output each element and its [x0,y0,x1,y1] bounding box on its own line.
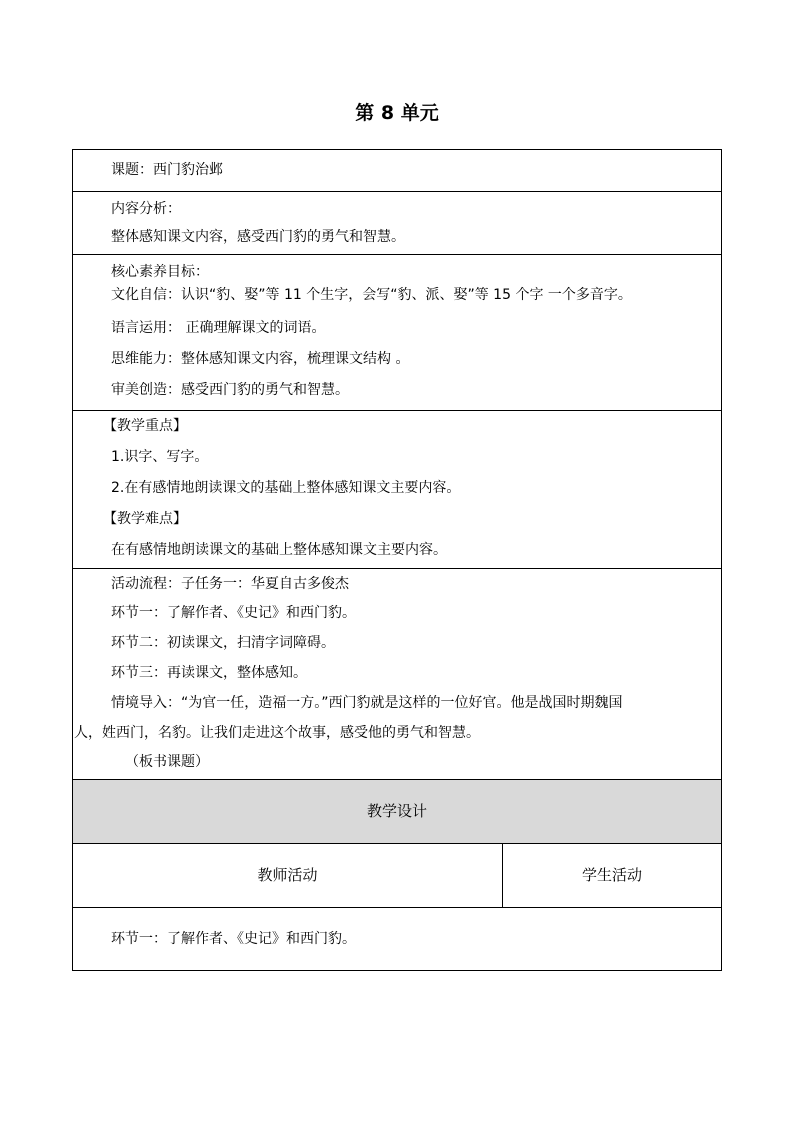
goal-thinking: 思维能力：整体感知课文内容，梳理课文结构 。 [111,351,410,367]
activity-step: 环节三：再读课文，整体感知。 [111,665,307,681]
activity-flow-header: 活动流程：子任务一：华夏自古多俊杰 [111,576,349,592]
activity-columns-header [73,844,721,908]
core-goals-block [73,255,721,411]
focus-item: 2.在有感情地朗读课文的基础上整体感知课文主要内容。 [111,480,461,496]
teaching-design-header: 教学设计 [73,780,721,844]
key-points-block [73,411,721,569]
core-goals-heading: 核心素养目标： [111,264,209,280]
content-analysis-text: 整体感知课文内容，感受西门豹的勇气和智慧。 [111,229,405,245]
intro-text-continued: 人，姓西门，名豹。让我们走进这个故事，感受他的勇气和智慧。 [74,725,480,741]
difficulty-heading: 【教学难点】 [103,511,187,527]
goal-culture: 文化自信：认识“豹、娶”等 11 个生字，会写“豹、派、娶”等 15 个字 一个多音字。 [111,287,632,303]
teacher-activity-header: 教师活动 [73,844,503,907]
focus-item: 1.识字、写字。 [111,449,209,465]
page-title: 第 8 单元 [355,102,439,124]
lesson-title: 课题：西门豹治邺 [111,162,223,178]
activity-flow-block [73,569,721,780]
goal-language: 语言运用： 正确理解课文的词语。 [111,320,326,336]
activity-step: 环节二：初读课文，扫清字词障碍。 [111,635,335,651]
focus-heading: 【教学重点】 [103,418,187,434]
lesson-plan-table [72,149,722,971]
board-note: （板书课题） [125,754,209,770]
design-first-step: 环节一：了解作者、《史记》和西门豹。 [73,908,721,971]
content-analysis-block [73,192,721,255]
difficulty-text: 在有感情地朗读课文的基础上整体感知课文主要内容。 [111,542,447,558]
student-activity-header: 学生活动 [581,866,642,884]
goal-aesthetic: 审美创造：感受西门豹的勇气和智慧。 [111,382,349,398]
intro-text: 情境导入：“为官一任，造福一方。”西门豹就是这样的一位好官。他是战国时期魏国 [111,695,623,711]
lesson-title-block [73,150,721,192]
activity-step: 环节一：了解作者、《史记》和西门豹。 [111,605,356,621]
content-analysis-heading: 内容分析： [111,201,181,217]
